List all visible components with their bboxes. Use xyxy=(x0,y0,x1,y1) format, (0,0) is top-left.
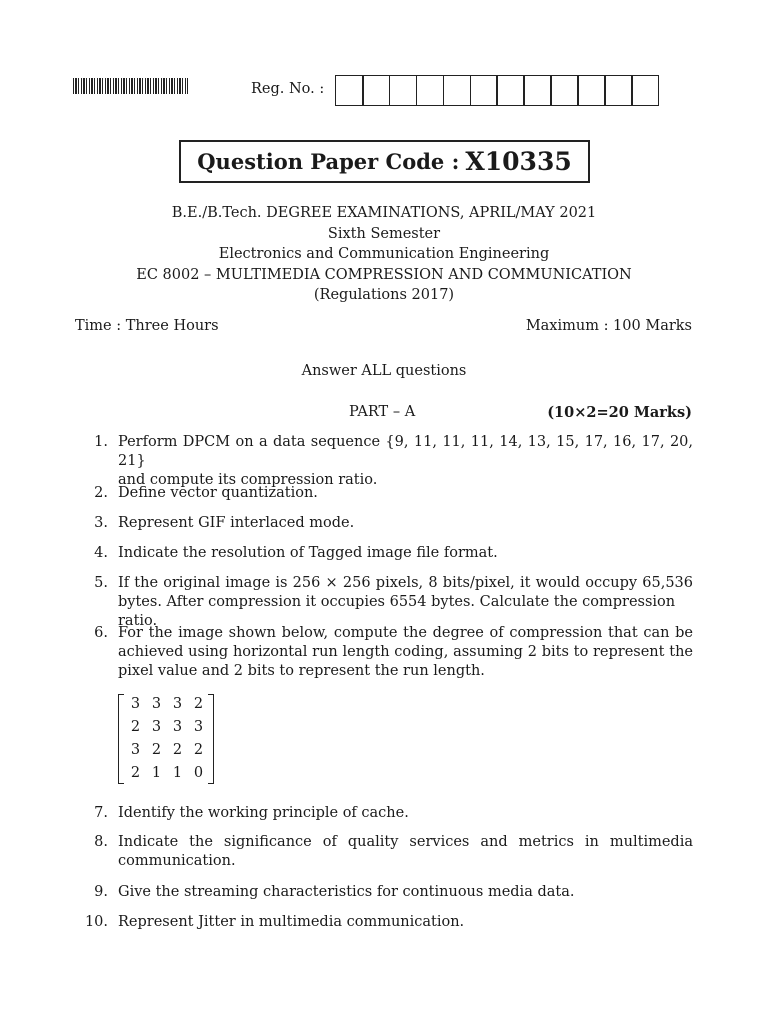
question-number: 6. xyxy=(94,625,108,641)
subject: EC 8002 – MULTIMEDIA COMPRESSION AND COMMUNICATION xyxy=(136,266,632,283)
matrix-cell: 2 xyxy=(172,742,183,758)
question-line: Perform DPCM on a data sequence {9, 11, 11, 11, 14, 13, 15, 17, 16, 17, 20, 21} xyxy=(118,434,693,469)
question-text xyxy=(118,574,693,631)
question-text xyxy=(118,433,693,490)
question-line: Identify the working principle of cache. xyxy=(118,805,409,821)
question-number: 8. xyxy=(94,834,108,850)
regulations: (Regulations 2017) xyxy=(313,287,455,303)
matrix-cell: 1 xyxy=(151,765,162,781)
question-line: bytes. After compression it occupies 6554 bytes. Calculate the compression ratio. xyxy=(118,594,676,629)
question-line: communication. xyxy=(118,853,236,869)
matrix-left-bracket xyxy=(118,694,124,784)
question-paper-code-box xyxy=(179,140,590,183)
question-text xyxy=(118,624,693,681)
reg-no-label: Reg. No. : xyxy=(251,81,325,97)
question-line: pixel value and 2 bits to represent the run length. xyxy=(118,663,485,679)
reg-no-digit-box[interactable] xyxy=(416,75,445,106)
matrix-cell: 2 xyxy=(130,765,141,781)
question-line: achieved using horizontal run length coding, assuming 2 bits to represent the xyxy=(118,644,693,660)
reg-no-boxes xyxy=(335,75,659,106)
reg-no-digit-box[interactable] xyxy=(389,75,418,106)
question-number: 4. xyxy=(94,545,108,561)
matrix-grid xyxy=(125,696,209,788)
question-text xyxy=(118,913,693,932)
matrix-cell: 3 xyxy=(130,742,141,758)
instruction: Answer ALL questions xyxy=(301,363,467,379)
question-number: 1. xyxy=(94,434,108,450)
question-line: Indicate the significance of quality services and metrics in multimedia xyxy=(118,834,693,850)
part-marks: (10×2=20 Marks) xyxy=(547,404,692,421)
matrix-cell: 3 xyxy=(172,719,183,735)
question-text xyxy=(118,833,693,871)
question-line: Give the streaming characteristics for continuous media data. xyxy=(118,884,575,900)
matrix-cell: 2 xyxy=(151,742,162,758)
reg-no-digit-box[interactable] xyxy=(496,75,525,106)
question-text xyxy=(118,804,693,823)
reg-no-digit-box[interactable] xyxy=(631,75,660,106)
reg-no-digit-box[interactable] xyxy=(335,75,364,106)
question-line: For the image shown below, compute the degree of compression that can be xyxy=(118,625,693,641)
question-paper-code: X10335 xyxy=(465,147,572,176)
exam-title: B.E./B.Tech. DEGREE EXAMINATIONS, APRIL/MAY 2021 xyxy=(171,205,597,221)
barcode xyxy=(73,78,188,94)
matrix-cell: 3 xyxy=(193,719,204,735)
matrix-cell: 3 xyxy=(172,696,183,712)
reg-no-digit-box[interactable] xyxy=(550,75,579,106)
matrix-cell: 0 xyxy=(193,765,204,781)
question-line: Indicate the resolution of Tagged image file format. xyxy=(118,545,498,561)
question-text xyxy=(118,544,693,563)
question-number: 9. xyxy=(94,884,108,900)
exam-heading xyxy=(0,203,768,306)
matrix-cell: 3 xyxy=(151,696,162,712)
question-line: If the original image is 256 × 256 pixels, 8 bits/pixel, it would occupy 65,536 xyxy=(118,575,693,591)
question-number: 5. xyxy=(94,575,108,591)
reg-no-digit-box[interactable] xyxy=(523,75,552,106)
part-title: PART – A xyxy=(349,404,416,420)
reg-no-digit-box[interactable] xyxy=(577,75,606,106)
reg-no-digit-box[interactable] xyxy=(443,75,472,106)
question-line: Define vector quantization. xyxy=(118,485,318,501)
matrix-cell: 2 xyxy=(193,742,204,758)
matrix-cell: 1 xyxy=(172,765,183,781)
question-text xyxy=(118,883,693,902)
question-number: 10. xyxy=(84,914,108,930)
matrix-cell: 3 xyxy=(151,719,162,735)
matrix-cell: 3 xyxy=(130,696,141,712)
question-number: 3. xyxy=(94,515,108,531)
matrix-cell: 2 xyxy=(130,719,141,735)
reg-no-digit-box[interactable] xyxy=(470,75,499,106)
reg-no-digit-box[interactable] xyxy=(362,75,391,106)
department: Electronics and Communication Engineering xyxy=(218,246,550,262)
question-line: Represent Jitter in multimedia communication. xyxy=(118,914,465,930)
image-matrix xyxy=(118,694,214,784)
question-number: 2. xyxy=(94,485,108,501)
reg-no-digit-box[interactable] xyxy=(604,75,633,106)
question-text xyxy=(118,484,693,503)
time-label: Time : Three Hours xyxy=(75,318,219,334)
matrix-right-bracket xyxy=(208,694,214,784)
semester: Sixth Semester xyxy=(327,225,441,242)
question-paper-code-label: Question Paper Code : xyxy=(197,149,460,174)
matrix-cell: 2 xyxy=(193,696,204,712)
question-text xyxy=(118,514,693,533)
question-line: Represent GIF interlaced mode. xyxy=(118,515,355,531)
question-number: 7. xyxy=(94,805,108,821)
question-line: and compute its compression ratio. xyxy=(118,472,378,488)
max-marks-label: Maximum : 100 Marks xyxy=(525,318,692,334)
